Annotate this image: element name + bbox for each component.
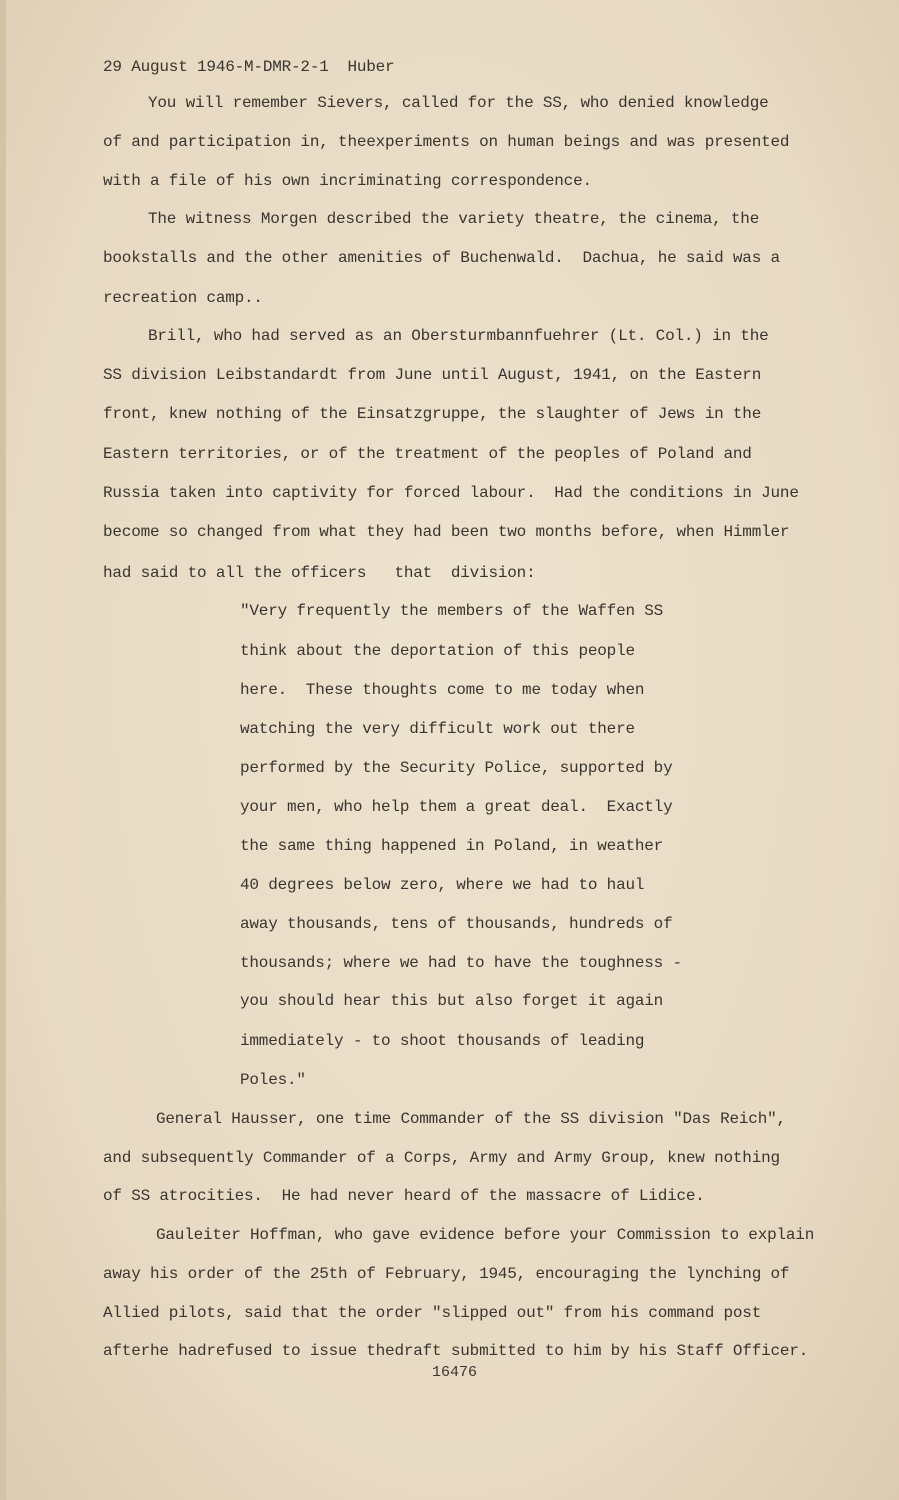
block-quote-line: here. These thoughts come to me today when: [240, 681, 645, 699]
document-header: 29 August 1946-M-DMR-2-1 Huber: [103, 58, 395, 76]
paragraph-line: recreation camp..: [103, 289, 263, 307]
block-quote-line: thousands; where we had to have the toughness -: [240, 954, 682, 972]
paragraph-line: Eastern territories, or of the treatment of the peoples of Poland and: [103, 445, 752, 463]
paragraph-line: away his order of the 25th of February, 1945, encouraging the lynching of: [103, 1265, 790, 1283]
block-quote-line: your men, who help them a great deal. Exactly: [240, 798, 673, 816]
paragraph-line: afterhe hadrefused to issue thedraft submitted to him by his Staff Officer.: [103, 1342, 809, 1360]
paragraph-line: bookstalls and the other amenities of Buchenwald. Dachua, he said was a: [103, 249, 780, 267]
paragraph-line: with a file of his own incriminating correspondence.: [103, 172, 592, 190]
paragraph-line: become so changed from what they had been two months before, when Himmler: [103, 523, 790, 541]
block-quote-line: performed by the Security Police, supported by: [240, 759, 673, 777]
block-quote-line: "Very frequently the members of the Waffen SS: [240, 602, 664, 620]
block-quote-line: away thousands, tens of thousands, hundreds of: [240, 915, 673, 933]
page-number: 16476: [432, 1364, 478, 1381]
paragraph-line: Gauleiter Hoffman, who gave evidence before your Commission to explain: [156, 1226, 815, 1244]
paragraph-line: of and participation in, theexperiments on human beings and was presented: [103, 133, 790, 151]
paragraph-line: of SS atrocities. He had never heard of the massacre of Lidice.: [103, 1187, 705, 1205]
paragraph-line: Brill, who had served as an Obersturmbannfuehrer (Lt. Col.) in the: [148, 327, 769, 345]
block-quote-line: 40 degrees below zero, where we had to haul: [240, 876, 645, 894]
block-quote-line: watching the very difficult work out there: [240, 720, 635, 738]
paragraph-line: Russia taken into captivity for forced labour. Had the conditions in June: [103, 484, 799, 502]
paragraph-line: The witness Morgen described the variety theatre, the cinema, the: [148, 210, 760, 228]
block-quote-line: immediately - to shoot thousands of leading: [240, 1032, 645, 1050]
paragraph-line: Allied pilots, said that the order "slipped out" from his command post: [103, 1304, 762, 1322]
block-quote-line: you should hear this but also forget it again: [240, 992, 664, 1010]
paragraph-line: General Hausser, one time Commander of the SS division "Das Reich",: [156, 1110, 786, 1128]
paragraph-line: You will remember Sievers, called for the SS, who denied knowledge: [148, 94, 769, 112]
paragraph-line: front, knew nothing of the Einsatzgruppe, the slaughter of Jews in the: [103, 405, 762, 423]
paragraph-line: had said to all the officers that division:: [103, 564, 536, 582]
block-quote-line: the same thing happened in Poland, in weather: [240, 837, 664, 855]
page-edge: [0, 0, 6, 1500]
paragraph-line: and subsequently Commander of a Corps, Army and Army Group, knew nothing: [103, 1149, 780, 1167]
block-quote-line: think about the deportation of this people: [240, 642, 635, 660]
block-quote-line: Poles.": [240, 1071, 306, 1089]
paragraph-line: SS division Leibstandardt from June until August, 1941, on the Eastern: [103, 366, 762, 384]
